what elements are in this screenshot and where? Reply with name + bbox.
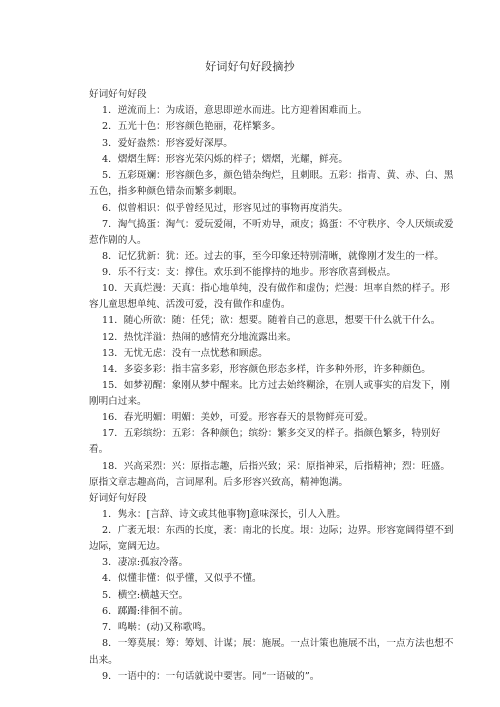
entry-line: 5．五彩斑斓：形容颜色多，颜色错杂绚烂，且刺眼。五彩：指青、黄、赤、白、黑 xyxy=(102,170,454,181)
entry-line: 18．兴高采烈：兴：原指志趣，后指兴致；采：原指神采，后指精神；烈：旺盛。 xyxy=(102,461,450,472)
entry-line: 3．凄凉:孤寂冷落。 xyxy=(102,557,189,568)
entry-line: 五色，指多种颜色错杂而繁多刺眼。 xyxy=(89,186,243,197)
entry-line: 6．踯躅:徘徊不前。 xyxy=(102,606,189,617)
entry-line: 7．淘气捣蛋：淘气：爱玩爱闹，不听劝导，顽皮；捣蛋：不守秩序、令人厌烦或爱 xyxy=(102,219,454,230)
entry-line: 3．爱好盎然：形容爱好深厚。 xyxy=(102,138,233,149)
entry-line: 9．一语中的：一句话就说中要害。同“一语破的”。 xyxy=(102,671,320,682)
entry-line: 刚明白过来。 xyxy=(89,396,147,407)
entry-line: 16．春光明媚：明媚：美妙，可爱。形容春天的景物鲜亮可爱。 xyxy=(102,412,374,423)
entry-line: 8．一筹莫展：筹：筹划、计谋；展：施展。一点计策也施展不出，一点方法也想不 xyxy=(102,638,454,649)
page-title: 好词好句好段摘抄 xyxy=(205,60,295,73)
entry-line: 11．随心所欲：随：任凭；欲：想要。随着自己的意思，想要干什么就干什么。 xyxy=(102,315,441,326)
entry-line: 5．横空:横越天空。 xyxy=(102,590,189,601)
section-heading: 好词好句好段 xyxy=(89,493,147,504)
entry-line: 1．逆流而上：为成语，意思即逆水而进。比方迎着困难而上。 xyxy=(102,105,368,116)
entry-line: 12．热忱洋溢：热闹的感情充分地流露出来。 xyxy=(102,332,297,343)
entry-line: 边际，宽阔无边。 xyxy=(89,541,166,552)
entry-line: 17．五彩缤纷：五彩：各种颜色；缤纷：繁多交叉的样子。指颜色繁多，特别好 xyxy=(102,428,441,439)
entry-line: 惹作剧的人。 xyxy=(89,235,147,246)
entry-line: 14．多姿多彩：指丰富多彩，形容颜色形态多样，许多种外形，许多种颜色。 xyxy=(102,364,431,375)
entry-line: 看。 xyxy=(89,444,109,455)
entry-line: 9．乐不行支：支：撑住。欢乐到不能撑持的地步。形容欣喜到极点。 xyxy=(102,267,396,278)
entry-line: 6．似曾相识：似乎曾经见过，形容见过的事物再度消失。 xyxy=(102,203,348,214)
entry-line: 2．广袤无垠：东西的长度，袤：南北的长度。垠：边际；边界。形容宽阔得望不到 xyxy=(102,525,454,536)
entry-line: 13．无忧无虑：没有一点忧愁和顾虑。 xyxy=(102,348,268,359)
entry-line: 1．隽永：[言辞、诗文或其他事物]意味深长，引人入胜。 xyxy=(102,509,346,520)
section-heading: 好词好句好段 xyxy=(89,89,147,100)
entry-line: 8．记忆犹新：犹：还。过去的事，至今印象还特别清晰，就像刚才发生的一样。 xyxy=(102,251,444,262)
entry-line: 10．天真烂漫：天真：指心地单纯，没有做作和虚伪；烂漫：坦率自然的样子。形 xyxy=(102,283,450,294)
entry-line: 15．如梦初醒：象刚从梦中醒来。比方过去始终糊涂，在别人或事实的启发下，刚 xyxy=(102,380,450,391)
entry-line: 容儿童思想单纯、活泼可爱，没有做作和虚伪。 xyxy=(89,299,291,310)
entry-line: 原指文章志趣高尚，言词犀利。后多形容兴致高，精神饱满。 xyxy=(89,477,349,488)
entry-line: 2．五光十色：形容颜色艳丽，花样繁多。 xyxy=(102,121,281,132)
entry-line: 4．似懂非懂：似乎懂，又似乎不懂。 xyxy=(102,573,262,584)
entry-line: 出来。 xyxy=(89,655,118,666)
entry-line: 7．鸣啭：(动)又称歌鸣。 xyxy=(102,622,212,633)
entry-line: 4．熠熠生辉：形容光荣闪烁的样子；熠熠，光耀，鲜亮。 xyxy=(102,154,348,165)
